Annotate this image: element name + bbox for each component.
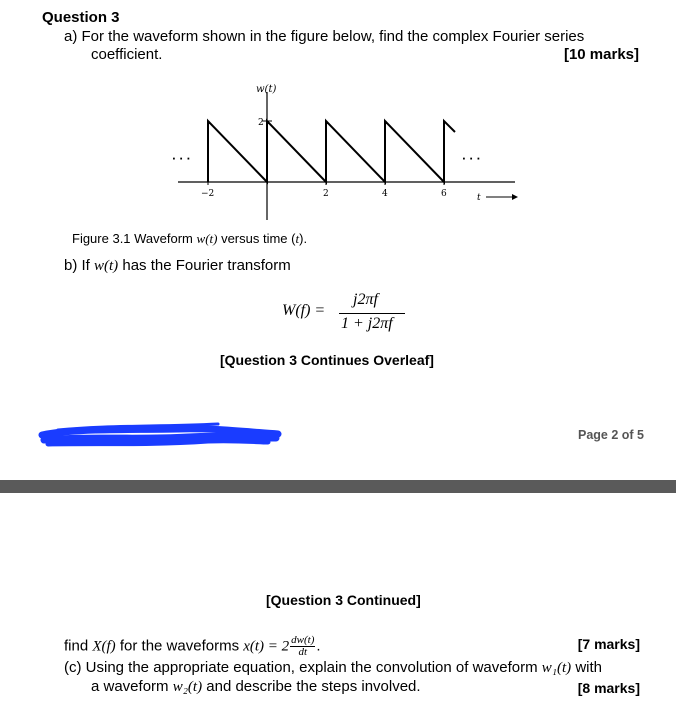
part-b-text: b) If w(t) has the Fourier transform [64,257,291,274]
dots-right: · · · [462,154,481,165]
equation-lhs: W(f) = [282,302,326,319]
redaction-scribble [38,418,283,452]
y-axis-label: w(t) [256,84,277,95]
x-tick-label: 4 [382,189,388,199]
equation-fraction-bar [339,313,405,314]
page2-text-line1: find X(f) for the waveforms x(t) = 2 $\frac{dw(t)}{dt}$ . [64,634,321,658]
page2-text-line3: a waveform w₂(t) and describe the steps involved. [91,678,421,695]
page-number: Page 2 of 5 [578,428,644,442]
page2-text-line2: (c) Using the appropriate equation, explain the convolution of waveform w₁(t) with [64,659,603,676]
part-a-text-line2: coefficient. [91,46,163,63]
figure-caption: Figure 3.1 Waveform w(t) versus time (t). [72,231,308,246]
question-continued-label: [Question 3 Continued] [266,592,421,608]
part-a-marks: [10 marks] [563,46,639,63]
x-tick-label: 6 [441,189,447,199]
equation-numerator: j2πf [353,291,378,308]
page2-marks-2: [8 marks] [577,680,640,696]
x-tick-label: 2 [323,189,329,199]
peak-label: 2 [258,118,264,128]
page2-marks-1: [7 marks] [577,636,640,652]
derivative-fraction: $\frac{dw(t)}{dt}$ [291,634,315,658]
x-tick-label: −2 [201,189,215,199]
question-title: Question 3 [42,9,120,26]
sawtooth-wave [208,121,455,182]
waveform-figure [160,78,530,228]
dots-left: · · · [172,154,191,165]
equation-denominator: 1 + j2πf [341,315,393,332]
t-axis-label: t [477,193,481,203]
continues-overleaf-label: [Question 3 Continues Overleaf] [220,352,434,368]
page-separator [0,480,676,493]
part-a-text-line1: a) For the waveform shown in the figure below, find the complex Fourier series [64,28,585,45]
